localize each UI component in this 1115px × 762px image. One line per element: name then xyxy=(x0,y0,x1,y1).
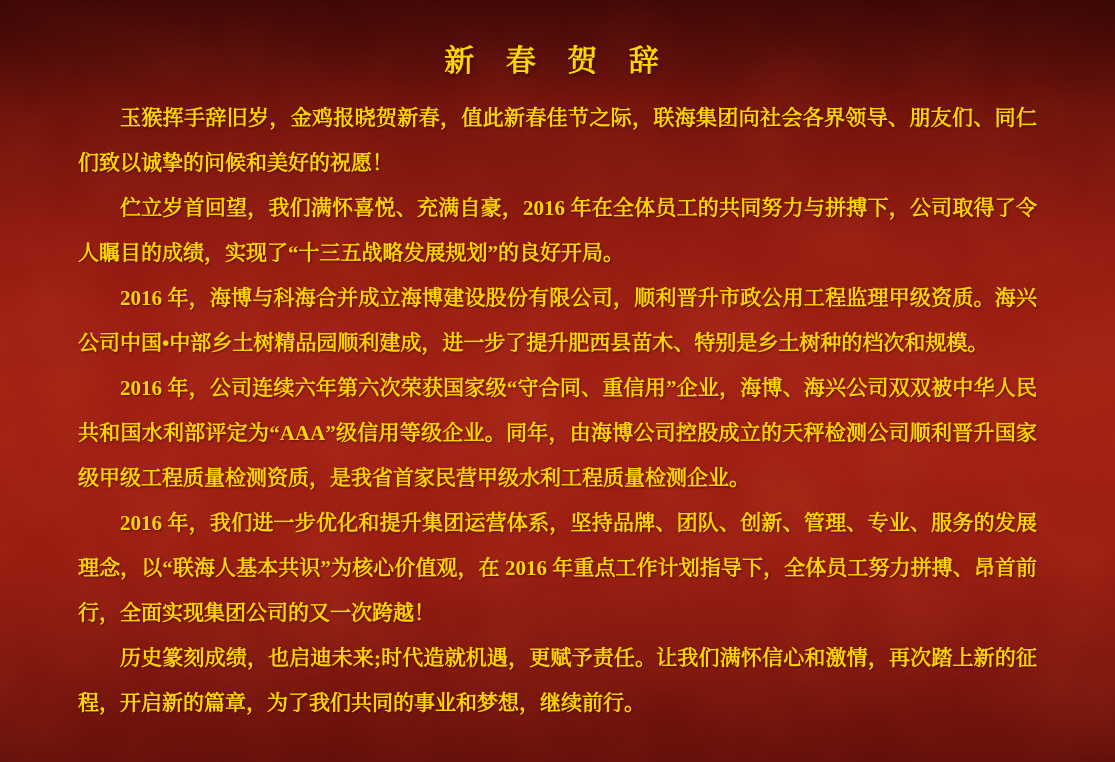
greeting-paragraph: 历史篆刻成绩，也启迪未来;时代造就机遇，更赋予责任。让我们满怀信心和激情，再次踏上新的征程，开启新的篇章，为了我们共同的事业和梦想，继续前行。 xyxy=(78,646,1037,715)
greeting-body xyxy=(0,96,1115,726)
greeting-paragraph: 玉猴挥手辞旧岁，金鸡报晓贺新春，值此新春佳节之际，联海集团向社会各界领导、朋友们、同仁们致以诚挚的问候和美好的祝愿！ xyxy=(78,106,1037,175)
greeting-paragraph: 2016 年，公司连续六年第六次荣获国家级“守合同、重信用”企业，海博、海兴公司双双被中华人民共和国水利部评定为“AAA”级信用等级企业。同年，由海博公司控股成立的天秤检测公司顺利晋升国家级甲级工程质量检测资质，是我省首家民营甲级水利工程质量检测企业。 xyxy=(78,376,1037,490)
greeting-title: 新 春 贺 辞 xyxy=(444,45,671,78)
greeting-paragraph: 2016 年，我们进一步优化和提升集团运营体系，坚持品牌、团队、创新、管理、专业、服务的发展理念，以“联海人基本共识”为核心价值观，在 2016 年重点工作计划指导下，全体员工努力拼搏、昂首前行，全面实现集团公司的又一次跨越！ xyxy=(78,511,1037,625)
greeting-paragraph: 2016 年，海博与科海合并成立海博建设股份有限公司，顺利晋升市政公用工程监理甲级资质。海兴公司中国•中部乡土树精品园顺利建成，进一步了提升肥西县苗木、特别是乡土树种的档次和规模。 xyxy=(78,286,1037,355)
greeting-paragraph: 伫立岁首回望，我们满怀喜悦、充满自豪，2016 年在全体员工的共同努力与拼搏下，公司取得了令人瞩目的成绩，实现了“十三五战略发展规划”的良好开局。 xyxy=(78,196,1037,265)
